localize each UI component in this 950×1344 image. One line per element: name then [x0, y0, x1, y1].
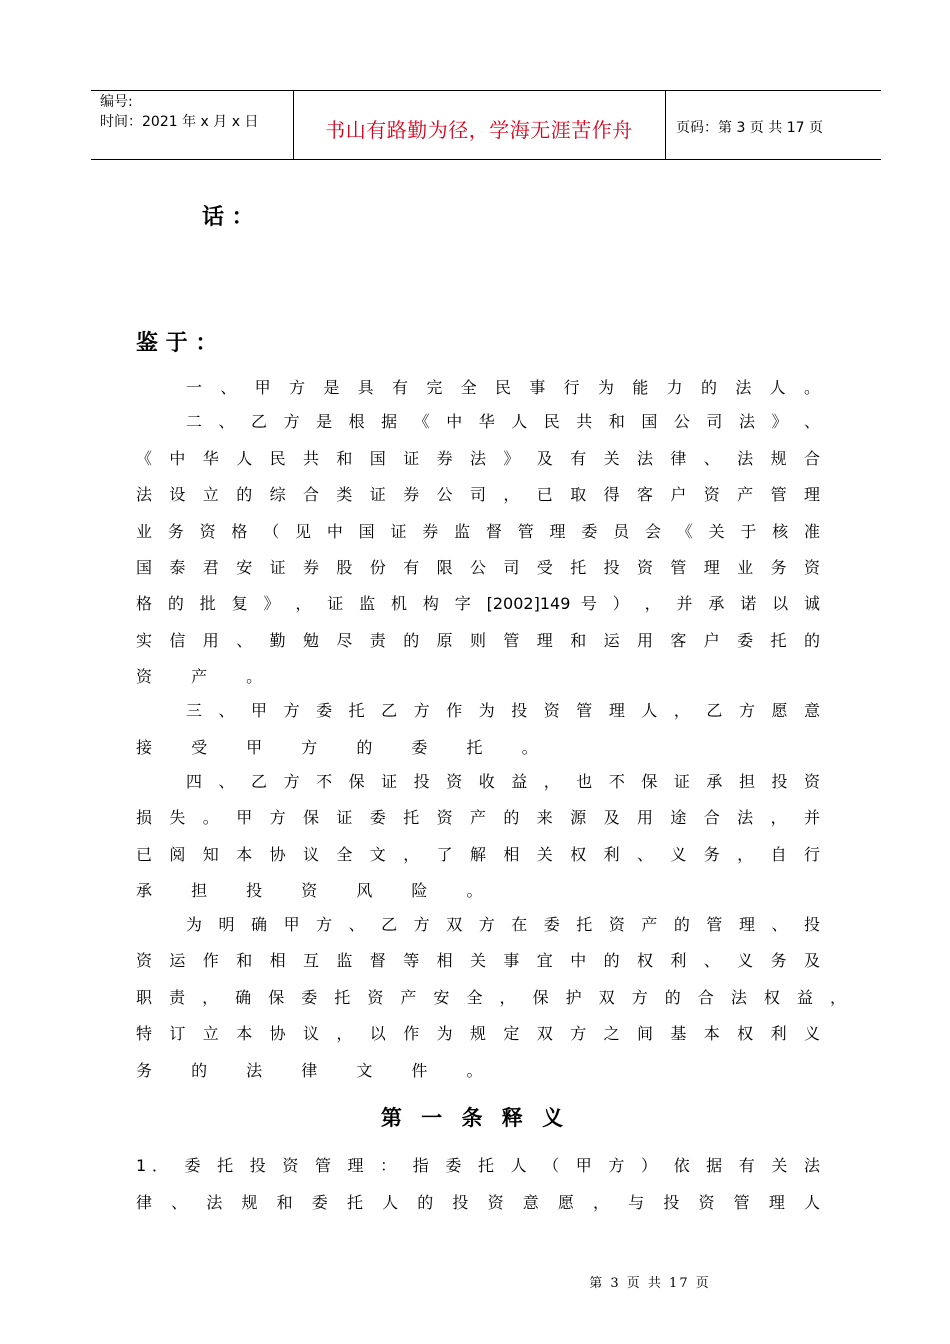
paragraph-line: 国 泰 君 安 证 券 股 份 有 限 公 司 受 托 投 资 管 理 业 务 资	[136, 558, 820, 577]
header-motto: 书山有路勤为径，学海无涯苦作舟	[325, 118, 633, 142]
document-header	[91, 90, 881, 160]
article-line: 律 、 法 规 和 委 托 人 的 投 资 意 愿 ， 与 投 资 管 理 人	[136, 1193, 820, 1212]
paragraph-line: 特 订 立 本 协 议 ， 以 作 为 规 定 双 方 之 间 基 本 权 利 义	[136, 1024, 820, 1043]
paragraph-line: 损 失 。 甲 方 保 证 委 托 资 产 的 来 源 及 用 途 合 法 ， 并	[136, 808, 820, 827]
paragraph-line: 接 受 甲 方 的 委 托 。	[136, 738, 555, 757]
paragraph-line: 已 阅 知 本 协 议 全 文 ， 了 解 相 关 权 利 、 义 务 ， 自 行	[136, 845, 820, 864]
paragraph-line: 业 务 资 格 （ 见 中 国 证 券 监 督 管 理 委 员 会 《 关 于 核 准	[136, 522, 820, 541]
paragraph-line: 务 的 法 律 文 件 。	[136, 1061, 500, 1080]
header-page-cell	[665, 91, 881, 159]
page-footer: 第 3 页 共 17 页	[589, 1276, 711, 1291]
paragraph-line: 格 的 批 复 》 ， 证 监 机 构 字 [2002]149 号 ） ， 并 承 诺 以 诚	[136, 594, 820, 613]
paragraph-line: 为 明 确 甲 方 、 乙 方 双 方 在 委 托 资 产 的 管 理 、 投	[186, 915, 820, 934]
paragraph-line: 二 、 乙 方 是 根 据 《 中 华 人 民 共 和 国 公 司 法 》 、	[186, 412, 820, 431]
paragraph-line: 一 、 甲 方 是 具 有 完 全 民 事 行 为 能 力 的 法 人 。	[186, 378, 820, 397]
header-meta-cell	[91, 91, 294, 159]
header-motto-cell	[293, 91, 666, 159]
paragraph-line: 承 担 投 资 风 险 。	[136, 881, 500, 900]
paragraph-line: 法 设 立 的 综 合 类 证 券 公 司 ， 已 取 得 客 户 资 产 管 理	[136, 485, 820, 504]
paragraph-line: 《 中 华 人 民 共 和 国 证 券 法 》 及 有 关 法 律 、 法 规 合	[136, 449, 820, 468]
paragraph-line: 资 产 。	[136, 667, 280, 686]
phone-label: 话 ：	[202, 205, 254, 230]
article-line: 1． 委 托 投 资 管 理 ： 指 委 托 人 （ 甲 方 ） 依 据 有 关 法	[136, 1156, 820, 1175]
document-time-label: 时间：2021 年 x 月 x 日	[100, 114, 259, 130]
paragraph-line: 四 、 乙 方 不 保 证 投 资 收 益 ， 也 不 保 证 承 担 投 资	[186, 772, 820, 791]
paragraph-line: 资 运 作 和 相 互 监 督 等 相 关 事 宜 中 的 权 利 、 义 务 及	[136, 951, 820, 970]
document-number-label: 编号:	[100, 94, 133, 110]
paragraph-line: 三 、 甲 方 委 托 乙 方 作 为 投 资 管 理 人 ， 乙 方 愿 意	[186, 701, 820, 720]
paragraph-line: 实 信 用 、 勤 勉 尽 责 的 原 则 管 理 和 运 用 客 户 委 托 的	[136, 631, 820, 650]
article-title: 第 一 条 释 义	[380, 1106, 570, 1130]
paragraph-line: 职 责 ， 确 保 委 托 资 产 安 全 ， 保 护 双 方 的 合 法 权 益 ，	[136, 988, 846, 1007]
whereas-heading: 鉴 于 ：	[136, 331, 218, 356]
header-page-info: 页码：第 3 页 共 17 页	[676, 120, 823, 136]
